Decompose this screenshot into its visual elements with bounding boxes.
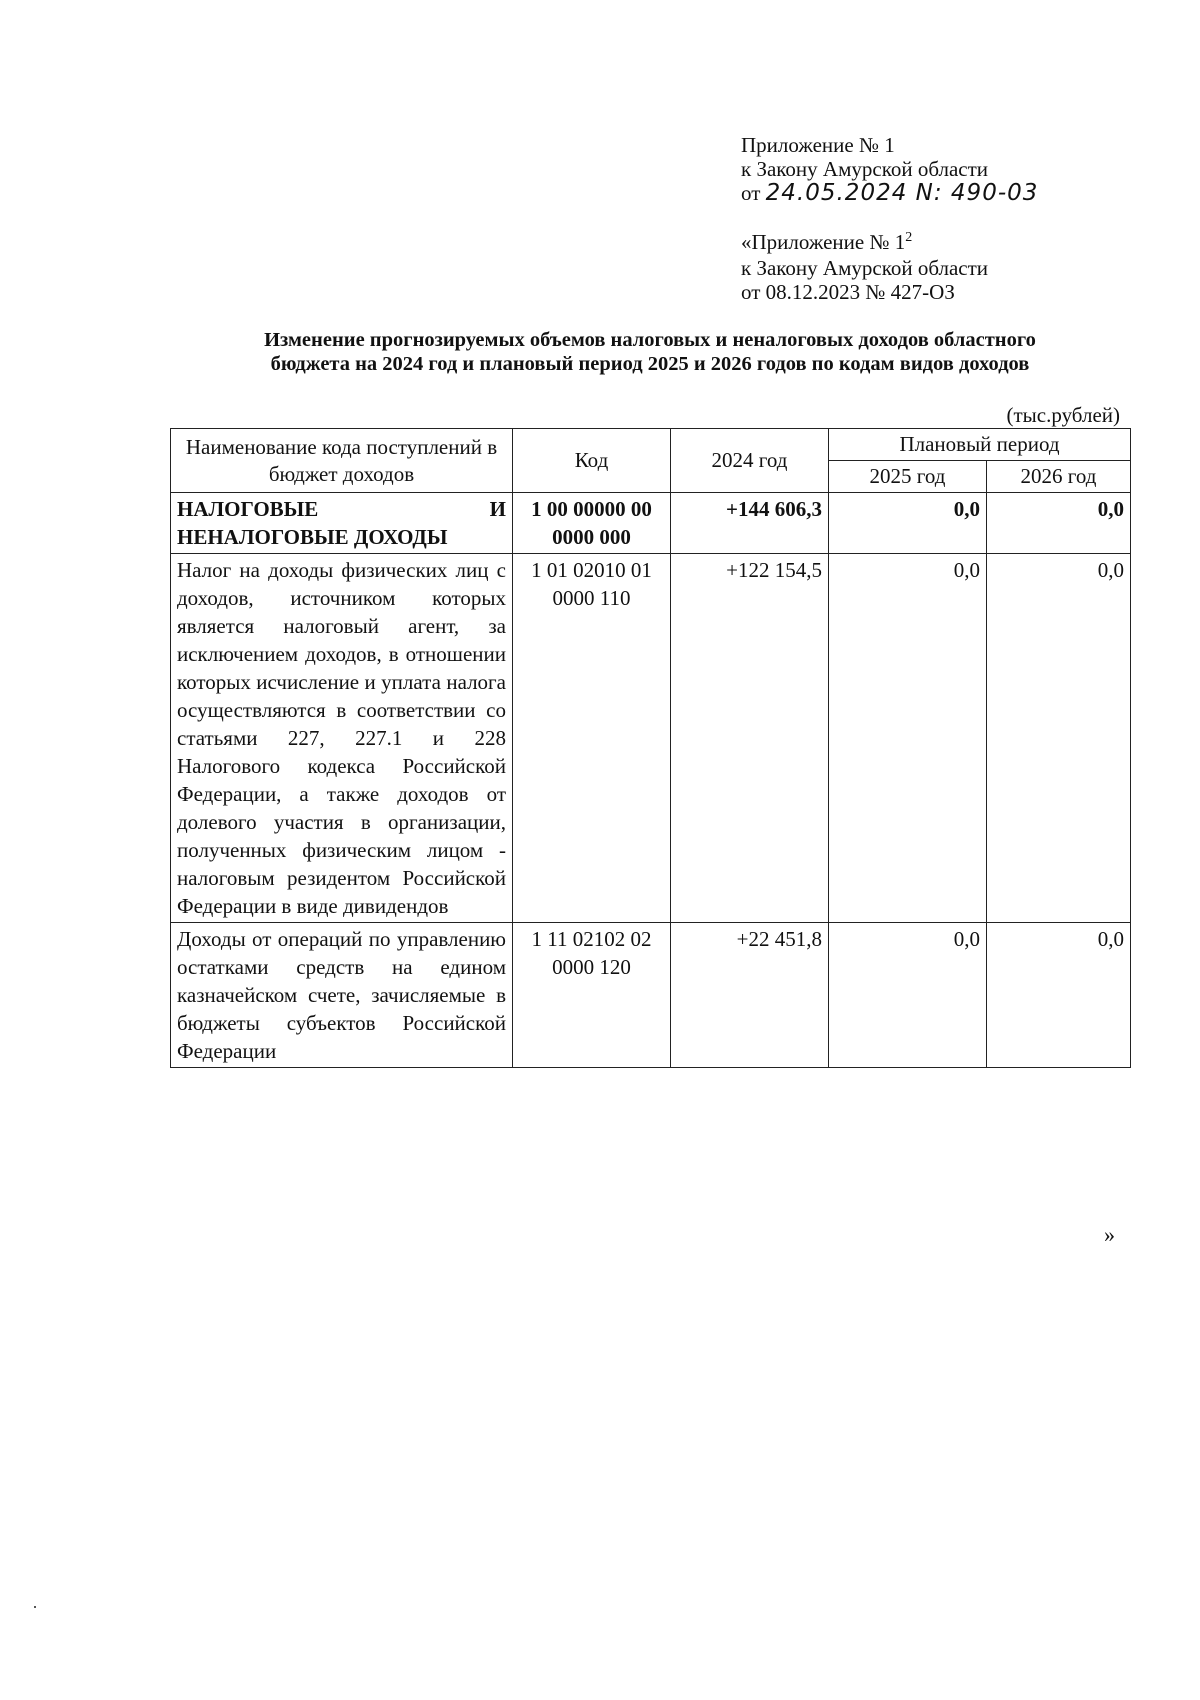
- title-line-1: Изменение прогнозируемых объемов налоговых и неналоговых доходов областного: [264, 329, 1036, 351]
- appendix-superscript: 2: [905, 230, 913, 245]
- row-code: 1 01 02010 01 0000 110: [513, 554, 671, 923]
- scan-speck: [34, 1606, 36, 1608]
- row-2026: 0,0: [987, 554, 1131, 923]
- row-code: 1 11 02102 02 0000 120: [513, 923, 671, 1068]
- revenue-table: [170, 428, 1131, 1068]
- original-appendix-label: «Приложение № $1^2$: [741, 230, 913, 254]
- title-line-2: бюджета на 2024 год и плановый период 2025 и 2026 годов по кодам видов доходов: [270, 353, 1030, 375]
- original-law-reference: к Закону Амурской области: [741, 256, 989, 280]
- header-2024: 2024 год: [671, 429, 829, 493]
- table-row: [171, 493, 1131, 554]
- table-row: [171, 554, 1131, 923]
- appendix-label: Приложение № 1: [741, 133, 895, 157]
- row-2025: 0,0: [829, 923, 987, 1068]
- row-2025: 0,0: [829, 554, 987, 923]
- row-code: 1 00 00000 00 0000 000: [513, 493, 671, 554]
- date-prefix: от: [741, 181, 761, 205]
- row-2025: 0,0: [829, 493, 987, 554]
- row-2026: 0,0: [987, 923, 1131, 1068]
- header-name: Наименование кода поступлений в бюджет доходов: [171, 429, 513, 493]
- table-row: [171, 923, 1131, 1068]
- row-name: Доходы от операций по управлению остатками средств на едином казначейском счете, зачисляемые в бюджеты субъектов Российской Федерации: [171, 923, 513, 1068]
- row-2024: +144 606,3: [671, 493, 829, 554]
- closing-quote: »: [1104, 1222, 1115, 1247]
- header-2026: 2026 год: [987, 461, 1131, 493]
- unit-label: (тыс.рублей): [1006, 403, 1120, 427]
- header-planned-period: Плановый период: [829, 429, 1131, 461]
- row-name: Налог на доходы физических лиц с доходов, источником которых является налоговый агент, за исключением доходов, в отношении которых исчисление и уплата налога осуществляются в соответствии со статьями 227, 227.1 и 228 Налогового кодекса Российской Федерации, а также доходов от долевого участия в организации, полученных физическим лицом - налоговым резидентом Российской Федерации в виде дивидендов: [171, 554, 513, 923]
- document-title: [150, 328, 1150, 376]
- row-2024: +122 154,5: [671, 554, 829, 923]
- law-date-line: [741, 181, 1038, 205]
- header-code: Код: [513, 429, 671, 493]
- row-2026: 0,0: [987, 493, 1131, 554]
- law-reference: к Закону Амурской области: [741, 157, 989, 181]
- handwritten-date: 24.05.2024 N: 490-03: [765, 180, 1039, 206]
- original-law-date: от 08.12.2023 № 427-ОЗ: [741, 280, 955, 304]
- row-name: НАЛОГОВЫЕ И НЕНАЛОГОВЫЕ ДОХОДЫ: [171, 493, 513, 554]
- header-2025: 2025 год: [829, 461, 987, 493]
- row-2024: +22 451,8: [671, 923, 829, 1068]
